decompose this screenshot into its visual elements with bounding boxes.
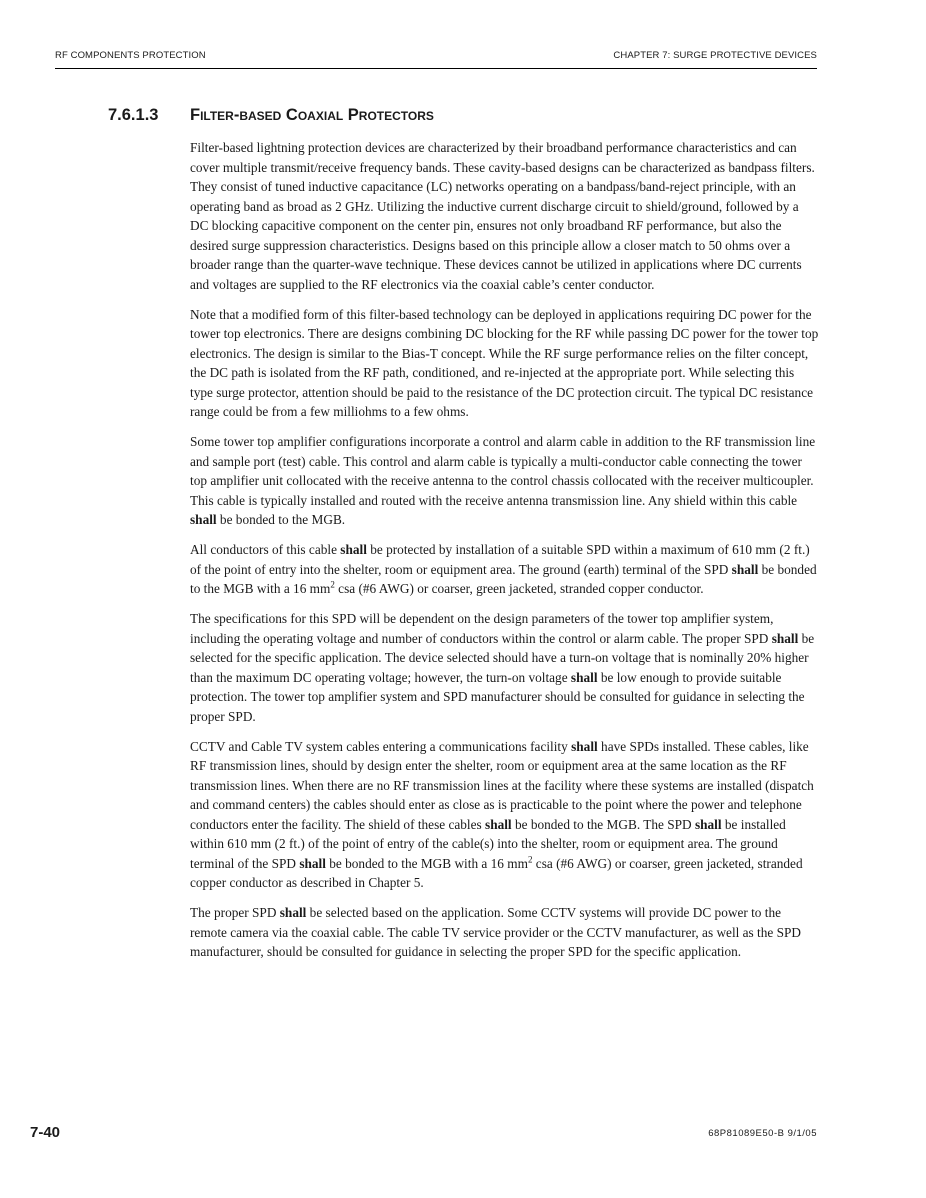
text-run: csa (#6 AWG) or coarser, green jacketed, stranded copper conductor as described in Chapter 5. xyxy=(190,855,803,890)
header-right-title: CHAPTER 7: SURGE PROTECTIVE DEVICES xyxy=(613,50,817,61)
text-run: be bonded to the MGB. xyxy=(216,512,346,527)
text-run: be installed within 610 mm (2 ft.) of the point of entry of the cable(s) into the shelter, room or equipment area. The ground terminal of the SPD xyxy=(190,816,786,871)
paragraph xyxy=(190,540,820,599)
emphasis-shall: shall xyxy=(485,816,512,832)
text-run: be bonded to the MGB with a 16 mm xyxy=(190,561,817,596)
text-run: have SPDs installed. These cables, like RF transmission lines, should by design enter the shelter, room or equipment area at the same location as the RF transmission lines. When there are no RF transmission lines at the facility where these systems are installed (dispatch and command centers) the cables should enter as close as is practicable to the point where the power and telephone conductors enter the facility. The shield of these cables xyxy=(190,738,814,832)
emphasis-shall: shall xyxy=(299,855,326,871)
running-header xyxy=(55,48,817,69)
text-run: be bonded to the MGB. The SPD xyxy=(511,816,695,832)
document-id: 68P81089E50-B 9/1/05 xyxy=(708,1128,817,1139)
body-text xyxy=(190,138,820,972)
page-number: 7-40 xyxy=(30,1124,61,1141)
text-run: The specifications for this SPD will be dependent on the design parameters of the tower top amplifier system, including the operating voltage and number of conductors within the control or alarm cable. The proper SPD xyxy=(190,611,774,646)
emphasis-shall: shall xyxy=(571,738,598,754)
emphasis-shall: shall xyxy=(694,816,722,832)
text-run: csa (#6 AWG) or coarser, green jacketed, stranded copper conductor. xyxy=(334,581,704,596)
emphasis-shall: shall xyxy=(340,542,367,557)
text-run: The proper SPD xyxy=(190,905,280,920)
text-run: Note that a modified form of this filter-based technology can be deployed in applications requiring DC power for the tower top electronics. There are designs combining DC blocking for the RF while passing DC power for the tower top electronics. The design is similar to the Bias-T concept. While the RF surge performance relies on the filter concept, the DC path is isolated from the RF path, conditioned, and re-injected at the appropriate port. While selecting this type surge protector, attention should be paid to the resistance of the DC protection circuit. The typical DC resistance range could be from a few milliohms to a few ohms. xyxy=(190,306,819,419)
header-left-title: RF COMPONENTS PROTECTION xyxy=(55,50,206,61)
emphasis-shall: shall xyxy=(190,512,217,527)
text-run: be selected for the specific application. The device selected should have a turn-on voltage that is nominally 20% higher than the maximum DC operating voltage; however, the turn-on voltage xyxy=(190,630,815,685)
emphasis-shall: shall xyxy=(731,561,759,577)
text-run: be protected by installation of a suitable SPD within a maximum of 610 mm (2 ft.) of the point of entry into the shelter, room or equipment area. The ground (earth) terminal of the SPD xyxy=(190,542,810,577)
paragraph xyxy=(190,609,820,726)
text-run: Filter-based lightning protection devices are characterized by their broadband performance characteristics and can cover multiple transmit/receive frequency bands. These cavity-based designs can be characterized as bandpass filters. They consist of tuned inductive capacitance (LC) networks operating on a bandpass/band-reject principle, with an operating band as broad as 2 GHz. Utilizing the inductive current discharge circuit to shield/ground, followed by a DC blocking capacitive component on the center pin, ensures not only broadband RF performance, but also the desired surge suppression characteristics. Designs based on this principle allow a closer match to 50 ohms over a broader range than the quarter-wave technique. These devices cannot be utilized in applications where DC currents and voltages are supplied to the RF electronics via the coaxial cable’s center conductor. xyxy=(190,140,815,292)
emphasis-shall: shall xyxy=(279,905,307,920)
paragraph xyxy=(190,305,820,422)
text-run: All conductors of this cable xyxy=(190,542,341,557)
paragraph xyxy=(190,737,820,893)
page-footer xyxy=(30,1124,817,1146)
emphasis-shall: shall xyxy=(570,669,598,685)
superscript: 2 xyxy=(330,579,335,590)
text-run: be low enough to provide suitable protection. The tower top amplifier system and SPD manufacturer should be consulted for guidance in selecting the proper SPD. xyxy=(190,669,805,724)
text-run: be selected based on the application. Some CCTV systems will provide DC power to the remote camera via the coaxial cable. The cable TV service provider or the CCTV manufacturer, as well as the SPD manufacturer, should be consulted for guidance in selecting the proper SPD for the specific application. xyxy=(190,905,802,959)
superscript: 2 xyxy=(527,854,533,865)
section-number: 7.6.1.3 xyxy=(108,106,159,124)
text-run: Some tower top amplifier configurations incorporate a control and alarm cable in addition to the RF transmission line and sample port (test) cable. This control and alarm cable is typically a multi-conductor cable connecting the tower top amplifier unit collocated with the receive antenna to the control chassis collocated with the receiver multicoupler. This cable is typically installed and routed with the receive antenna transmission line. Any shield within this cable xyxy=(190,434,816,508)
paragraph xyxy=(190,138,820,294)
section-title: Filter-based Coaxial Protectors xyxy=(190,106,434,124)
text-run: be bonded to the MGB with a 16 mm xyxy=(325,855,528,871)
emphasis-shall: shall xyxy=(771,630,799,646)
text-run: CCTV and Cable TV system cables entering a communications facility xyxy=(190,738,572,754)
paragraph xyxy=(190,903,820,962)
paragraph xyxy=(190,432,820,530)
